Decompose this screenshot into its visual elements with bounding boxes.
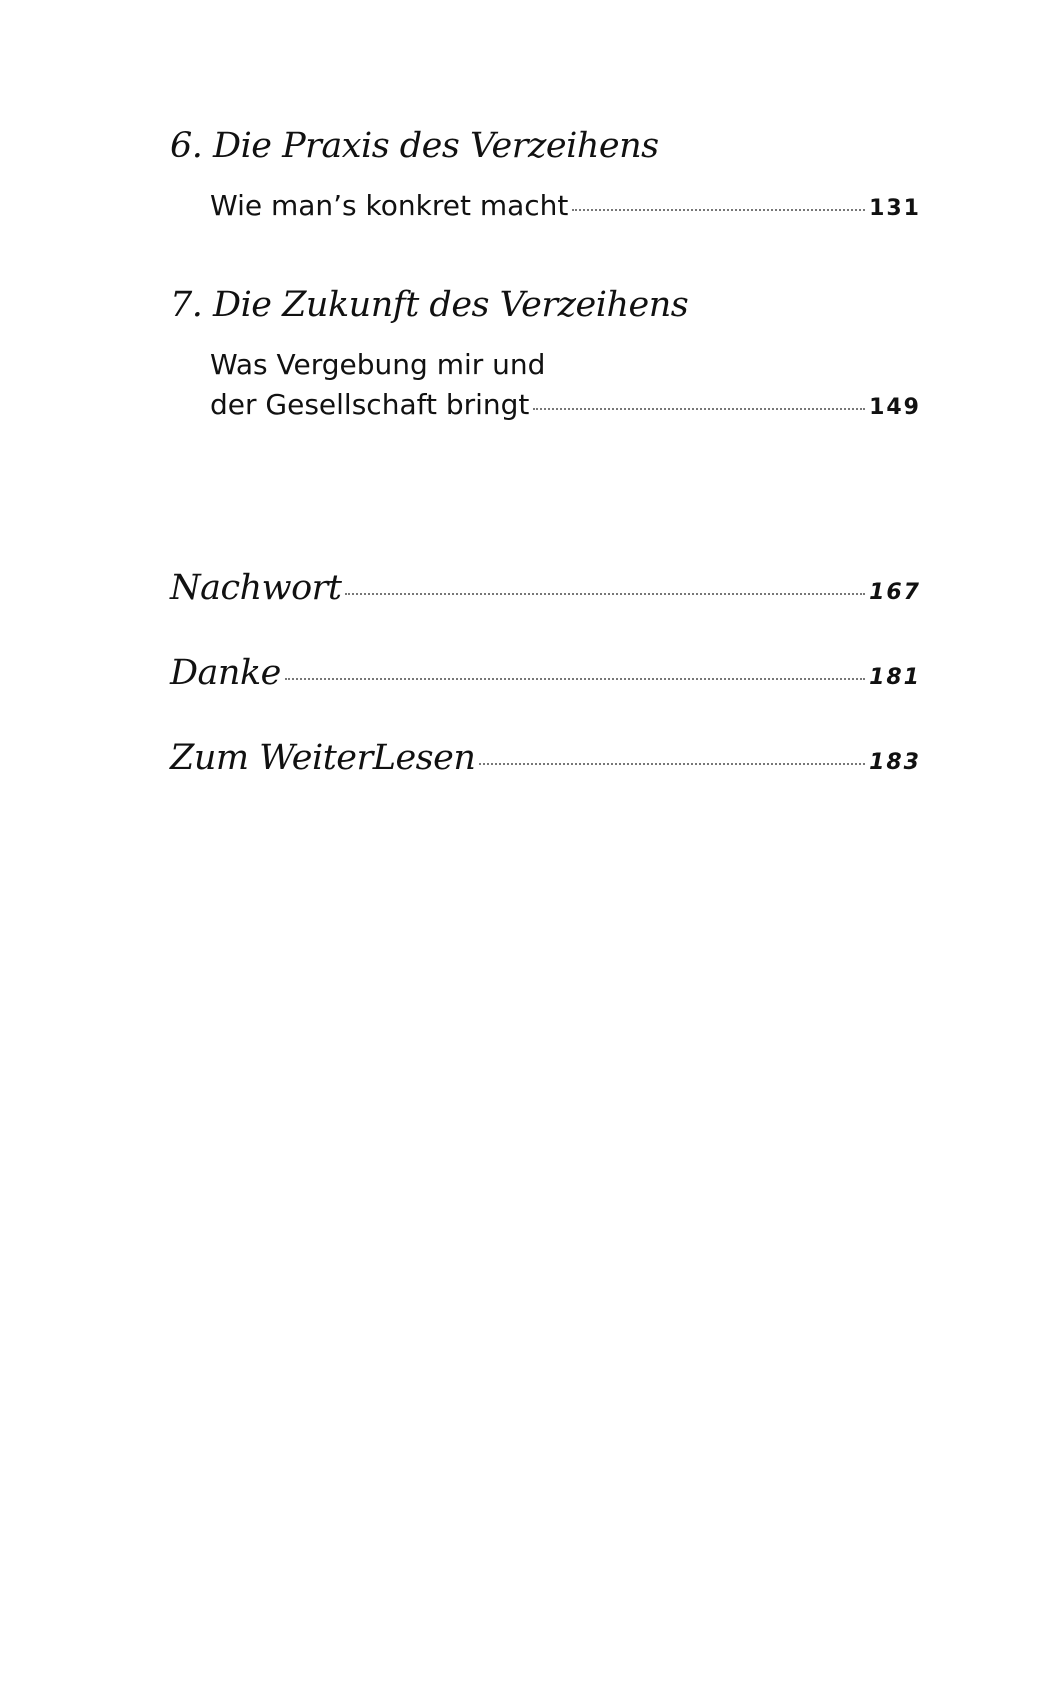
zum-weiterlesen-entry[interactable] [170,736,921,785]
chapter-6-page-number: 131 [869,196,921,221]
chapter-7-page-number: 149 [869,395,921,420]
nachwort-entry[interactable] [170,566,921,615]
chapter-7-subtitle-line-1: Was Vergebung mir und [210,348,546,381]
dot-leader [345,593,865,595]
chapter-7-subtitle-line-2: der Gesellschaft bringt [210,388,530,421]
zum-weiterlesen-page-number: 183 [869,750,921,775]
chapter-7-entry[interactable] [210,385,921,428]
chapter-6-entry[interactable] [210,186,921,229]
dot-leader [285,678,865,680]
nachwort-title: Nachwort [170,568,342,608]
dot-leader [479,763,865,765]
zum-weiterlesen-title: Zum WeiterLesen [170,738,476,778]
danke-title: Danke [170,653,281,693]
chapter-7-title: 7. Die Zukunft des Verzeihens [170,285,689,325]
danke-entry[interactable] [170,651,921,700]
chapter-6-title: 6. Die Praxis des Verzeihens [170,126,659,166]
dot-leader [533,408,865,410]
nachwort-page-number: 167 [869,580,921,605]
danke-page-number: 181 [869,665,921,690]
dot-leader [572,209,865,211]
chapter-6-subtitle: Wie man’s konkret macht [210,189,569,222]
